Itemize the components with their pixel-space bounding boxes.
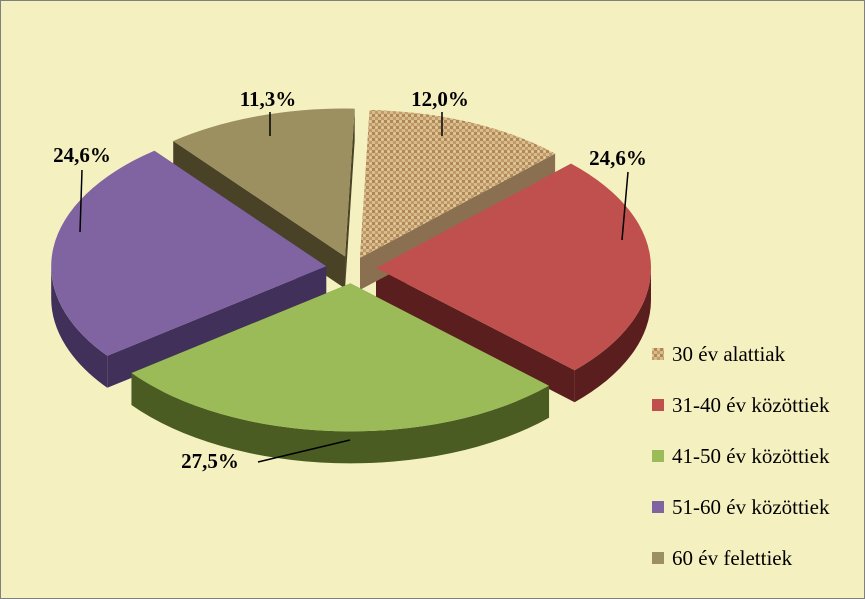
legend-label-1: 30 év alattiak	[672, 342, 786, 366]
legend-label-3: 41-50 év közöttiek	[672, 444, 830, 468]
legend-label-4: 51-60 év közöttiek	[672, 495, 830, 519]
legend-swatch-5	[652, 552, 664, 564]
legend-label-2: 31-40 év közöttiek	[672, 393, 830, 417]
legend-swatch-1	[652, 348, 664, 360]
data-label-5: 11,3%	[239, 87, 297, 111]
legend-swatch-4	[652, 501, 664, 513]
data-label-3: 27,5%	[181, 449, 239, 473]
data-label-4: 24,6%	[53, 143, 111, 167]
legend-swatch-2	[652, 399, 664, 411]
legend-swatch-3	[652, 450, 664, 462]
data-label-1: 12,0%	[411, 87, 469, 111]
data-label-2: 24,6%	[589, 146, 647, 170]
legend-label-5: 60 év felettiek	[672, 546, 793, 570]
